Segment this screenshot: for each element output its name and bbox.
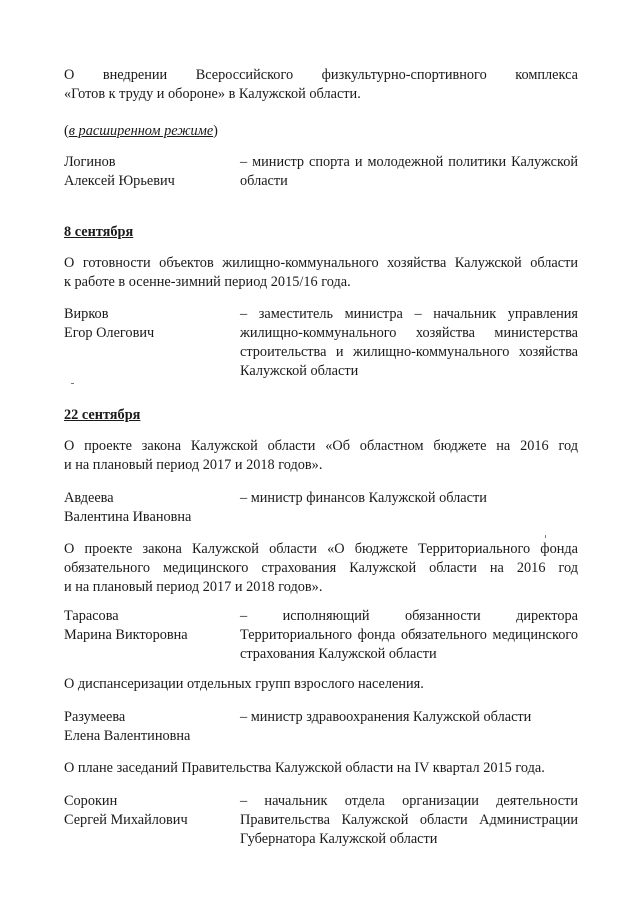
date-heading-sep-8: 8 сентября [64, 224, 134, 240]
agenda-item-budget-title [64, 437, 578, 475]
speaker-role [240, 708, 578, 727]
speaker-role [240, 607, 578, 664]
speaker-loginov [64, 153, 578, 193]
speaker-avdeeva [64, 489, 578, 529]
fund-title-line-1: О проекте закона Калужской области «О бюджете Территориального фонда [64, 541, 578, 557]
role-line: – министр здравоохранения Калужской области [240, 709, 532, 725]
speaker-role [240, 489, 578, 508]
speaker-surname: Логинов [64, 154, 116, 170]
speaker-name [64, 607, 234, 645]
speaker-tarasova [64, 607, 578, 667]
role-line: – начальник отдела организации деятельности [240, 793, 578, 809]
speaker-given-name: Марина Викторовна [64, 627, 188, 643]
scan-speck [545, 535, 546, 538]
speaker-surname: Вирков [64, 306, 109, 322]
mode-text: в расширенном режиме [68, 123, 214, 139]
housing-title-line-2: к работе в осенне-зимний период 2015/16 года. [64, 274, 351, 290]
fund-title-line-2: обязательного медицинского страхования Калужской области на 2016 год [64, 560, 578, 576]
budget-title-line-2: и на плановый период 2017 и 2018 годов». [64, 457, 323, 473]
role-line: области [240, 173, 288, 189]
speaker-name [64, 489, 234, 527]
speaker-given-name: Алексей Юрьевич [64, 173, 175, 189]
speaker-surname: Тарасова [64, 608, 119, 624]
speaker-given-name: Сергей Михайлович [64, 812, 188, 828]
plan-title-line-1: О плане заседаний Правительства Калужской области на IV квартал 2015 года. [64, 760, 545, 776]
meeting-mode-note [64, 122, 578, 141]
agenda-item-plan-title [64, 759, 578, 778]
speaker-name [64, 792, 234, 830]
housing-title-line-1: О готовности объектов жилищно-коммунального хозяйства Калужской области [64, 255, 578, 271]
speaker-given-name: Валентина Ивановна [64, 509, 192, 525]
dispensary-title-line-1: О диспансеризации отдельных групп взрослого населения. [64, 676, 424, 692]
role-line: Правительства Калужской области Администрации [240, 812, 578, 828]
role-line: – министр спорта и молодежной политики Калужской [240, 154, 578, 170]
gto-title-line-1: О внедрении Всероссийского физкультурно-спортивного комплекса [64, 67, 578, 83]
speaker-given-name: Елена Валентиновна [64, 728, 191, 744]
agenda-item-fund-title [64, 540, 578, 597]
budget-title-line-1: О проекте закона Калужской области «Об областном бюджете на 2016 год [64, 438, 578, 454]
speaker-surname: Сорокин [64, 793, 118, 809]
agenda-item-gto-title [64, 66, 578, 104]
role-line: – министр финансов Калужской области [240, 490, 487, 506]
role-line: страхования Калужской области [240, 646, 437, 662]
speaker-razumeeva [64, 708, 578, 748]
role-line: строительства и жилищно-коммунального хозяйства [240, 344, 578, 360]
mode-close-paren: ) [213, 123, 218, 139]
gto-title-line-2: «Готов к труду и обороне» в Калужской области. [64, 86, 361, 102]
speaker-virkov [64, 305, 578, 383]
role-line: – заместитель министра – начальник управления [240, 306, 578, 322]
speaker-surname: Авдеева [64, 490, 114, 506]
speaker-role [240, 305, 578, 381]
speaker-name [64, 708, 234, 746]
role-line: Территориального фонда обязательного медицинского [240, 627, 578, 643]
speaker-role [240, 153, 578, 191]
fund-title-line-3: и на плановый период 2017 и 2018 годов». [64, 579, 323, 595]
role-line: жилищно-коммунального хозяйства министерства [240, 325, 578, 341]
speaker-surname: Разумеева [64, 709, 126, 725]
role-line: Калужской области [240, 363, 359, 379]
role-line: Губернатора Калужской области [240, 831, 438, 847]
mode-open-paren: ( [64, 123, 69, 139]
role-line: – исполняющий обязанности директора [240, 608, 578, 624]
agenda-item-housing-title [64, 254, 578, 292]
scan-speck [71, 383, 74, 384]
agenda-item-dispensary-title [64, 675, 578, 694]
speaker-role [240, 792, 578, 849]
date-heading-sep-22: 22 сентября [64, 407, 141, 423]
speaker-name [64, 305, 234, 343]
speaker-name [64, 153, 234, 191]
speaker-given-name: Егор Олегович [64, 325, 155, 341]
speaker-sorokin [64, 792, 578, 852]
